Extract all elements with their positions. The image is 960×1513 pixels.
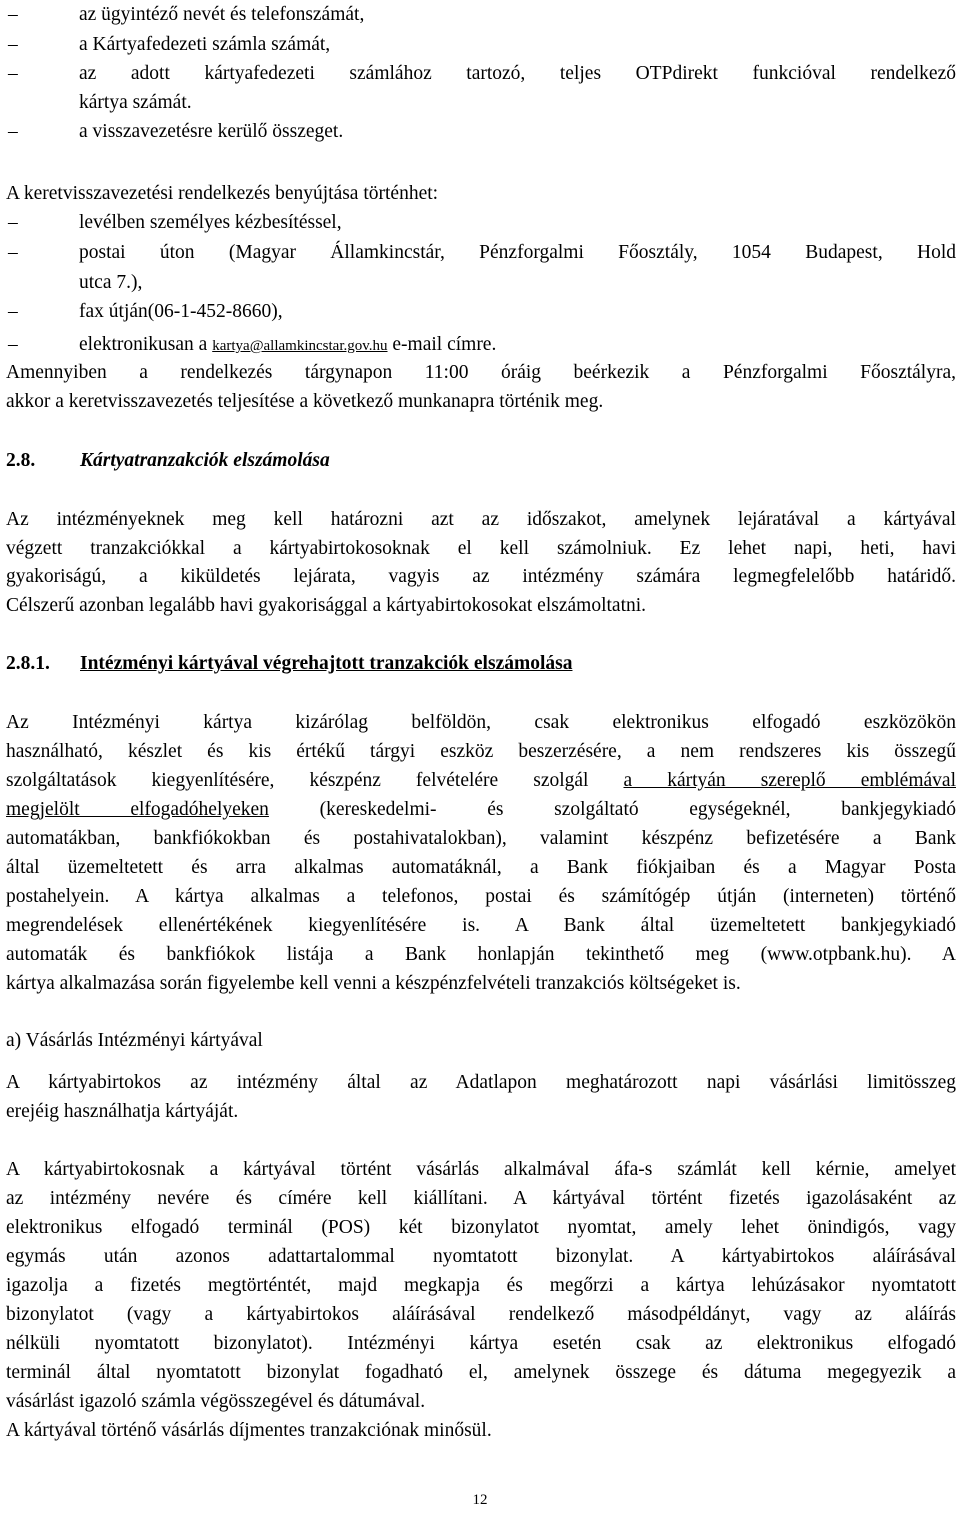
page-number: 12 — [472, 1492, 488, 1508]
paragraph-line: egymás után azonos adattartalommal nyomtatott bizonylat. A kártyabirtokos aláírásával — [6, 1246, 956, 1267]
dash-bullet: – — [8, 301, 18, 322]
paragraph-line: A kártyabirtokos az intézmény által az Adatlapon meghatározott napi vásárlási limitösszeg — [6, 1072, 956, 1093]
section-heading — [6, 446, 956, 475]
paragraph-line: használható, készlet és kis értékű tárgyi eszköz beszerzésére, a nem rendszeres kis összegű — [6, 741, 956, 762]
paragraph-line — [6, 766, 956, 795]
email-prefix: elektronikusan a — [79, 334, 213, 355]
paragraph-line: gyakoriságú, a kiküldetés lejárata, vagyis az intézmény számára legmegfelelőbb határidő. — [6, 566, 956, 587]
paragraph-line: A kártyával történő vásárlás díjmentes tranzakciónak minősül. — [6, 1420, 492, 1441]
paragraph-line: nélküli nyomtatott bizonylatot). Intézményi kártya esetén csak az elektronikus elfogadó — [6, 1333, 956, 1354]
list-item-continuation: utca 7.), — [79, 272, 143, 293]
paragraph-line: Az intézményeknek meg kell határozni azt az időszakot, amelynek lejáratával a kártyával — [6, 509, 956, 530]
paragraph-line: végzett tranzakciókkal a kártyabirtokosoknak el kell számolniuk. Ez lehet napi, heti, havi — [6, 538, 956, 559]
deadline-text: akkor a keretvisszavezetés teljesítése a következő munkanapra történik meg. — [6, 391, 604, 412]
paragraph-line: vásárlást igazoló számla végösszegével és dátumával. — [6, 1391, 426, 1412]
paragraph-line: által üzemeltetett és arra alkalmas automatáknál, a Bank fiókjaiban és a Magyar Posta — [6, 857, 956, 878]
paragraph-line: kártya alkalmazása során figyelembe kell venni a készpénzfelvételi tranzakciós költségeket is. — [6, 973, 741, 994]
dash-bullet: – — [8, 34, 18, 55]
dash-bullet: – — [8, 212, 18, 233]
paragraph-line: postahelyein. A kártya alkalmas a telefonos, postai és számítógép útján (interneten) történő — [6, 886, 956, 907]
dash-bullet: – — [8, 121, 18, 142]
dash-bullet: – — [8, 242, 18, 263]
section-number: 2.8. — [6, 450, 36, 471]
list-item: postai úton (Magyar Államkincstár, Pénzforgalmi Főosztály, 1054 Budapest, Hold — [79, 242, 956, 263]
paragraph-line: Célszerű azonban legalább havi gyakorisággal a kártyabirtokosokat elszámoltatni. — [6, 595, 647, 616]
submission-intro: A keretvisszavezetési rendelkezés benyújtása történhet: — [6, 183, 439, 204]
list-item: fax útján(06-1-452-8660), — [79, 301, 283, 322]
paragraph-line: igazolja a fizetés megtörténtét, majd megkapja és megőrzi a kártya lehúzásakor nyomtatott — [6, 1275, 956, 1296]
paragraph-text: szolgáltatások kiegyenlítésére, készpénz felvételére szolgál — [6, 770, 624, 791]
paragraph-line: terminál által nyomtatott bizonylat fogadható el, amelynek összege és dátuma megegyezik a — [6, 1362, 956, 1383]
dash-bullet: – — [8, 334, 18, 355]
paragraph-line: erejéig használhatja kártyáját. — [6, 1101, 239, 1122]
list-item: az ügyintéző nevét és telefonszámát, — [79, 4, 365, 25]
list-item: az adott kártyafedezeti számlához tartozó, teljes OTPdirekt funkcióval rendelkező — [79, 63, 956, 84]
list-item: a Kártyafedezeti számla számát, — [79, 34, 331, 55]
paragraph-line: Az Intézményi kártya kizárólag belföldön, csak elektronikus elfogadó eszközökön — [6, 712, 956, 733]
dash-bullet: – — [8, 63, 18, 84]
paragraph-text: (kereskedelmi- és szolgáltató egységeknél, bankjegykiadó — [268, 799, 956, 820]
paragraph-line: bizonylatot (vagy a kártyabirtokos aláírásával rendelkező másodpéldányt, vagy az aláírás — [6, 1304, 956, 1325]
list-item-email — [79, 330, 956, 361]
email-suffix: e-mail címre. — [387, 334, 497, 355]
list-item-continuation: kártya számát. — [79, 92, 192, 113]
subsection-a-heading: a) Vásárlás Intézményi kártyával — [6, 1030, 263, 1051]
email-link[interactable]: kartya@allamkincstar.gov.hu — [212, 338, 388, 354]
paragraph-line: megrendelések ellenértékének kiegyenlítésére is. A Bank által üzemeltetett bankjegykiadó — [6, 915, 956, 936]
paragraph-line — [6, 795, 956, 824]
paragraph-line: automaták és bankfiókok listája a Bank honlapján tekinthető meg (www.otpbank.hu). A — [6, 944, 956, 965]
paragraph-line: automatákban, bankfiókokban és postahivatalokban), valamint készpénz befizetésére a Bank — [6, 828, 956, 849]
paragraph-line: A kártyabirtokosnak a kártyával történt vásárlás alkalmával áfa-s számlát kell kérnie, amelyet — [6, 1159, 956, 1180]
dash-bullet: – — [8, 4, 18, 25]
deadline-text: Amennyiben a rendelkezés tárgynapon 11:00 óráig beérkezik a Pénzforgalmi Főosztályra, — [6, 362, 956, 383]
paragraph-line: elektronikus elfogadó terminál (POS) két bizonylatot nyomtat, amely lehet önindigós, vagy — [6, 1217, 956, 1238]
section-title: Kártyatranzakciók elszámolása — [80, 450, 330, 471]
paragraph-line: az intézmény nevére és címére kell kiállítani. A kártyával történt fizetés igazolásaként az — [6, 1188, 956, 1209]
subsection-heading — [6, 649, 956, 678]
list-item: levélben személyes kézbesítéssel, — [79, 212, 342, 233]
subsection-title: Intézményi kártyával végrehajtott tranzakciók elszámolása — [80, 653, 573, 674]
underlined-text: a kártyán szereplő emblémával — [623, 770, 956, 791]
underlined-text: megjelölt elfogadóhelyeken — [6, 799, 269, 820]
subsection-number: 2.8.1. — [6, 653, 50, 674]
list-item: a visszavezetésre kerülő összeget. — [79, 121, 344, 142]
